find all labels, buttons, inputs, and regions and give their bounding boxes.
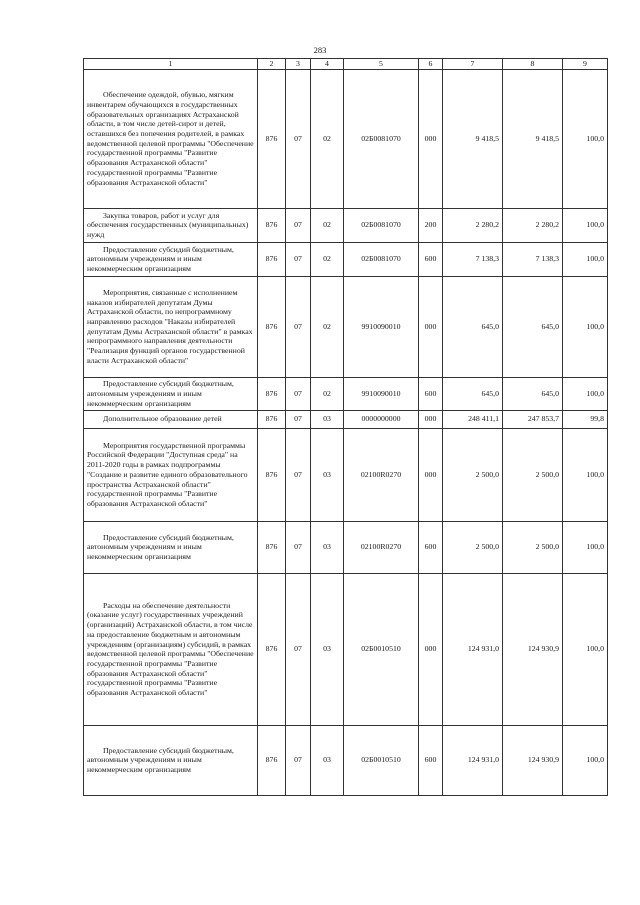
cell-percent: 100,0	[563, 573, 608, 725]
cell-plan: 2 280,2	[443, 208, 503, 242]
row-description: Предоставление субсидий бюджетным, автономным учреждениям и иным некоммерческим организациям	[84, 521, 258, 573]
cell-subsection: 03	[311, 410, 344, 428]
cell-plan: 645,0	[443, 276, 503, 377]
cell-type: 000	[419, 573, 443, 725]
cell-code: 876	[258, 410, 286, 428]
row-description: Дополнительное образование детей	[84, 410, 258, 428]
cell-percent: 100,0	[563, 242, 608, 276]
cell-plan: 248 411,1	[443, 410, 503, 428]
cell-subsection: 03	[311, 428, 344, 521]
cell-actual: 645,0	[503, 276, 563, 377]
cell-actual: 247 853,7	[503, 410, 563, 428]
cell-target: 9910090010	[344, 377, 419, 410]
cell-type: 600	[419, 377, 443, 410]
cell-section: 07	[286, 242, 311, 276]
cell-type: 000	[419, 69, 443, 208]
cell-subsection: 02	[311, 377, 344, 410]
table-row	[84, 242, 608, 276]
column-header: 9	[563, 59, 608, 70]
cell-code: 876	[258, 377, 286, 410]
cell-plan: 124 931,0	[443, 573, 503, 725]
cell-percent: 99,8	[563, 410, 608, 428]
cell-plan: 7 138,3	[443, 242, 503, 276]
cell-section: 07	[286, 725, 311, 795]
cell-actual: 2 280,2	[503, 208, 563, 242]
column-header: 5	[344, 59, 419, 70]
cell-section: 07	[286, 377, 311, 410]
cell-target: 02Б0010510	[344, 573, 419, 725]
cell-plan: 2 500,0	[443, 428, 503, 521]
cell-type: 600	[419, 725, 443, 795]
cell-target: 9910090010	[344, 276, 419, 377]
budget-table	[83, 58, 608, 796]
cell-code: 876	[258, 208, 286, 242]
column-header: 6	[419, 59, 443, 70]
table-row	[84, 276, 608, 377]
cell-type: 000	[419, 428, 443, 521]
cell-actual: 2 500,0	[503, 428, 563, 521]
cell-target: 02100R0270	[344, 521, 419, 573]
cell-target: 02Б0010510	[344, 725, 419, 795]
cell-type: 200	[419, 208, 443, 242]
cell-actual: 645,0	[503, 377, 563, 410]
cell-actual: 124 930,9	[503, 725, 563, 795]
cell-target: 02100R0270	[344, 428, 419, 521]
cell-code: 876	[258, 242, 286, 276]
row-description: Расходы на обеспечение деятельности (оказание услуг) государственных учреждений (организаций) Астраханской области, в том числе на предоставление бюджетным и автономным учреждениям (организациям) субсидий, в рамках ведомственной целевой программы "Обеспечение государственной программы "Развитие образования Астраханской области" государственной программы "Развитие образования Астраханской области"	[84, 573, 258, 725]
cell-section: 07	[286, 69, 311, 208]
table-row	[84, 573, 608, 725]
table-row	[84, 208, 608, 242]
cell-type: 000	[419, 276, 443, 377]
cell-type: 600	[419, 521, 443, 573]
cell-actual: 7 138,3	[503, 242, 563, 276]
cell-subsection: 02	[311, 276, 344, 377]
cell-actual: 124 930,9	[503, 573, 563, 725]
cell-subsection: 03	[311, 573, 344, 725]
column-header: 4	[311, 59, 344, 70]
cell-plan: 2 500,0	[443, 521, 503, 573]
table-row	[84, 521, 608, 573]
row-description: Мероприятия, связанные с исполнением наказов избирателей депутатам Думы Астраханской области, по непрограммному направлению расходов "Наказы избирателей депутатам Думы Астраханской области" в рамках непрограммного направления деятельности "Реализация функций органов государственной власти Астраханской области"	[84, 276, 258, 377]
cell-target: 02Б0081070	[344, 242, 419, 276]
row-description: Закупка товаров, работ и услуг для обеспечения государственных (муниципальных) нужд	[84, 208, 258, 242]
cell-code: 876	[258, 573, 286, 725]
cell-subsection: 02	[311, 69, 344, 208]
cell-type: 600	[419, 242, 443, 276]
cell-percent: 100,0	[563, 428, 608, 521]
cell-section: 07	[286, 410, 311, 428]
cell-section: 07	[286, 208, 311, 242]
cell-percent: 100,0	[563, 276, 608, 377]
cell-plan: 9 418,5	[443, 69, 503, 208]
cell-target: 0000000000	[344, 410, 419, 428]
row-description: Предоставление субсидий бюджетным, автономным учреждениям и иным некоммерческим организациям	[84, 377, 258, 410]
cell-code: 876	[258, 276, 286, 377]
cell-percent: 100,0	[563, 208, 608, 242]
row-description: Предоставление субсидий бюджетным, автономным учреждениям и иным некоммерческим организациям	[84, 242, 258, 276]
cell-code: 876	[258, 521, 286, 573]
column-header: 7	[443, 59, 503, 70]
table-header	[84, 59, 608, 70]
cell-subsection: 03	[311, 725, 344, 795]
cell-actual: 2 500,0	[503, 521, 563, 573]
cell-percent: 100,0	[563, 69, 608, 208]
cell-section: 07	[286, 521, 311, 573]
cell-code: 876	[258, 428, 286, 521]
cell-subsection: 02	[311, 242, 344, 276]
column-header: 1	[84, 59, 258, 70]
cell-target: 02Б0081070	[344, 208, 419, 242]
cell-code: 876	[258, 69, 286, 208]
cell-section: 07	[286, 428, 311, 521]
row-description: Предоставление субсидий бюджетным, автономным учреждениям и иным некоммерческим организациям	[84, 725, 258, 795]
cell-percent: 100,0	[563, 725, 608, 795]
column-header: 3	[286, 59, 311, 70]
cell-section: 07	[286, 276, 311, 377]
row-description: Мероприятия государственной программы Российской Федерации "Доступная среда" на 2011-2020 годы в рамках подпрограммы "Создание и развитие единого образовательного пространства Астраханской области" государственной программы "Развитие образования Астраханской области"	[84, 428, 258, 521]
cell-plan: 124 931,0	[443, 725, 503, 795]
cell-subsection: 02	[311, 208, 344, 242]
cell-type: 000	[419, 410, 443, 428]
cell-actual: 9 418,5	[503, 69, 563, 208]
row-description: Обеспечение одеждой, обувью, мягким инвентарем обучающихся в государственных образовательных организациях Астраханской области, в том числе детей-сирот и детей, оставшихся без попечения родителей, в рамках ведомственной целевой программы "Обеспечение государственной программы "Развитие образования Астраханской области" государственной программы "Развитие образования Астраханской области"	[84, 69, 258, 208]
table-row	[84, 69, 608, 208]
column-header: 8	[503, 59, 563, 70]
table-row	[84, 377, 608, 410]
cell-percent: 100,0	[563, 521, 608, 573]
column-header: 2	[258, 59, 286, 70]
cell-target: 02Б0081070	[344, 69, 419, 208]
cell-code: 876	[258, 725, 286, 795]
cell-section: 07	[286, 573, 311, 725]
cell-percent: 100,0	[563, 377, 608, 410]
table-row	[84, 428, 608, 521]
cell-subsection: 03	[311, 521, 344, 573]
page-number: 283	[313, 45, 327, 55]
table-row	[84, 725, 608, 795]
table-row	[84, 410, 608, 428]
cell-plan: 645,0	[443, 377, 503, 410]
